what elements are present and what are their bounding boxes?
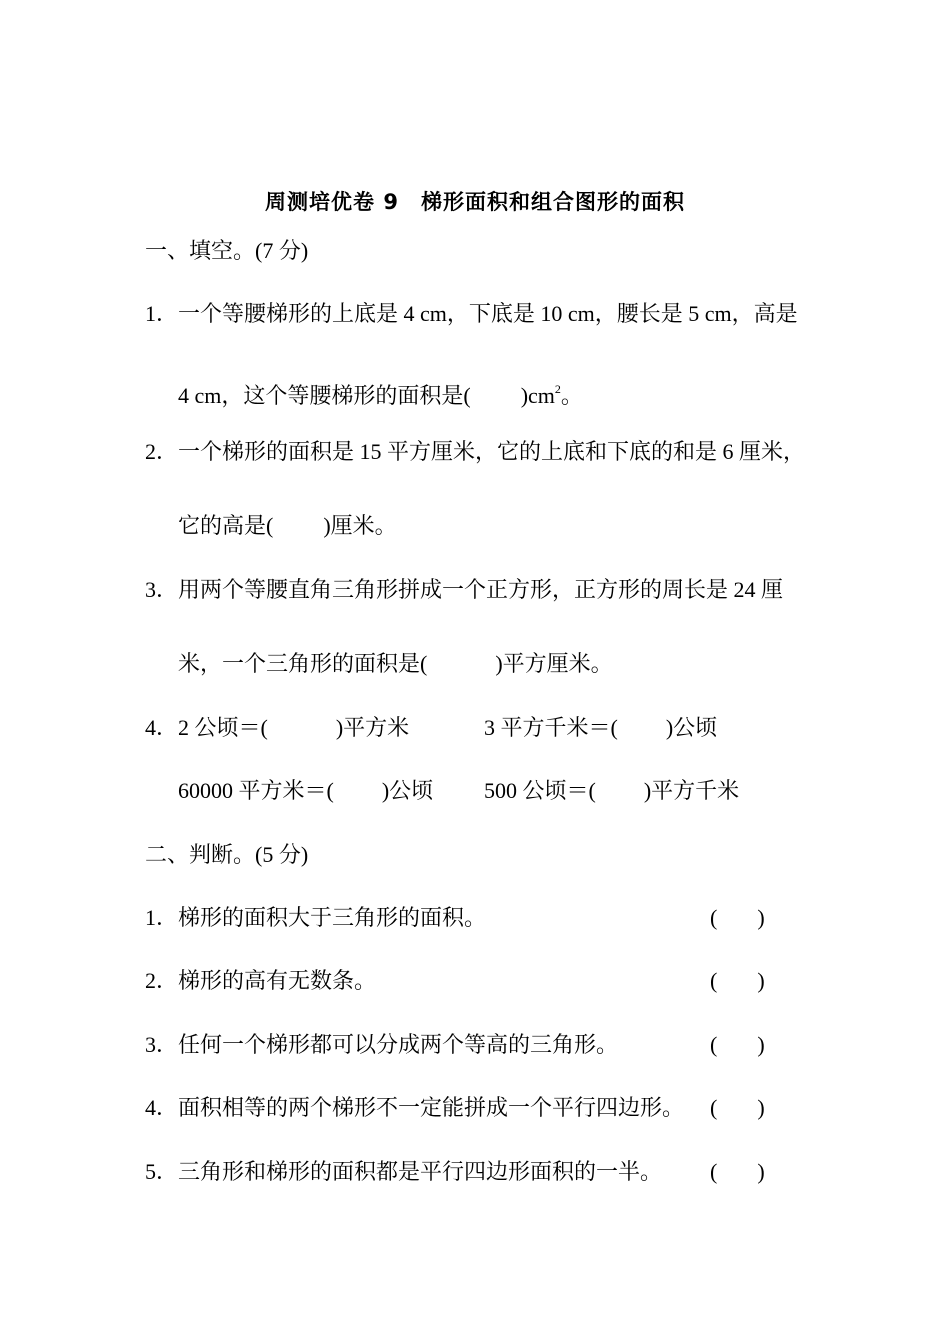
judge-4-number: 4． (145, 1095, 179, 1120)
question-4-part-c (178, 776, 433, 806)
judge-4-answer-box[interactable] (710, 1093, 765, 1123)
question-1-text-b: )cm (520, 383, 555, 408)
question-3-text-a: 米，一个三角形的面积是( (178, 651, 428, 676)
paren-close: ) (757, 1159, 765, 1184)
paren-close: ) (757, 905, 765, 930)
section-heading-fill-in: 一、填空。(7 分) (145, 238, 309, 263)
paren-open: ( (710, 905, 718, 930)
question-3-line2 (178, 649, 613, 679)
question-2-text-b: )厘米。 (323, 513, 397, 538)
judge-2-text: 梯形的高有无数条。 (178, 968, 377, 993)
judge-2-answer-box[interactable] (710, 966, 765, 996)
judge-5-text: 三角形和梯形的面积都是平行四边形面积的一半。 (178, 1159, 663, 1184)
question-2-line2 (178, 511, 397, 541)
question-1-line2 (178, 374, 583, 411)
judge-3-text: 任何一个梯形都可以分成两个等高的三角形。 (178, 1032, 619, 1057)
paren-close: ) (757, 968, 765, 993)
judge-1-number: 1． (145, 905, 179, 930)
question-1-text-c: 。 (560, 383, 583, 408)
q4d-text-1: 500 公顷＝( (484, 778, 596, 803)
judge-1-answer-box[interactable] (710, 903, 765, 933)
paren-open: ( (710, 968, 718, 993)
question-4-part-b (484, 713, 717, 743)
question-3-line1: 用两个等腰直角三角形拼成一个正方形，正方形的周长是 24 厘 (178, 577, 784, 602)
section-heading-true-false: 二、判断。(5 分) (145, 842, 309, 867)
question-1-line1: 一个等腰梯形的上底是 4 cm，下底是 10 cm，腰长是 5 cm，高是 (178, 301, 798, 326)
question-3-text-b: )平方厘米。 (495, 651, 613, 676)
question-1-number: 1． (145, 301, 179, 326)
q4a-text-1: 2 公顷＝( (178, 715, 268, 740)
question-2-text-a: 它的高是( (178, 513, 274, 538)
q4b-text-2: )公顷 (665, 715, 718, 740)
paren-close: ) (757, 1095, 765, 1120)
question-4-part-a (178, 713, 409, 743)
judge-3-number: 3． (145, 1032, 179, 1057)
q4c-text-1: 60000 平方米＝( (178, 778, 334, 803)
q4b-text-1: 3 平方千米＝( (484, 715, 618, 740)
question-4-part-d (484, 776, 739, 806)
judge-5-number: 5． (145, 1159, 179, 1184)
judge-3-answer-box[interactable] (710, 1030, 765, 1060)
q4c-text-2: )公顷 (381, 778, 434, 803)
question-3-number: 3． (145, 577, 179, 602)
paren-close: ) (757, 1032, 765, 1057)
judge-1-text: 梯形的面积大于三角形的面积。 (178, 905, 487, 930)
question-1-text-a: 4 cm，这个等腰梯形的面积是( (178, 383, 471, 408)
question-2-number: 2． (145, 439, 179, 464)
superscript: 2 (554, 382, 561, 396)
judge-2-number: 2． (145, 968, 179, 993)
paren-open: ( (710, 1159, 718, 1184)
paren-open: ( (710, 1095, 718, 1120)
question-2-line1: 一个梯形的面积是 15 平方厘米，它的上底和下底的和是 6 厘米， (178, 439, 806, 464)
judge-5-answer-box[interactable] (710, 1157, 765, 1187)
judge-4-text: 面积相等的两个梯形不一定能拼成一个平行四边形。 (178, 1095, 685, 1120)
page-title: 周测培优卷 9 梯形面积和组合图形的面积 (265, 190, 685, 214)
q4d-text-2: )平方千米 (643, 778, 740, 803)
question-4-number: 4． (145, 715, 179, 740)
paren-open: ( (710, 1032, 718, 1057)
q4a-text-2: )平方米 (335, 715, 410, 740)
